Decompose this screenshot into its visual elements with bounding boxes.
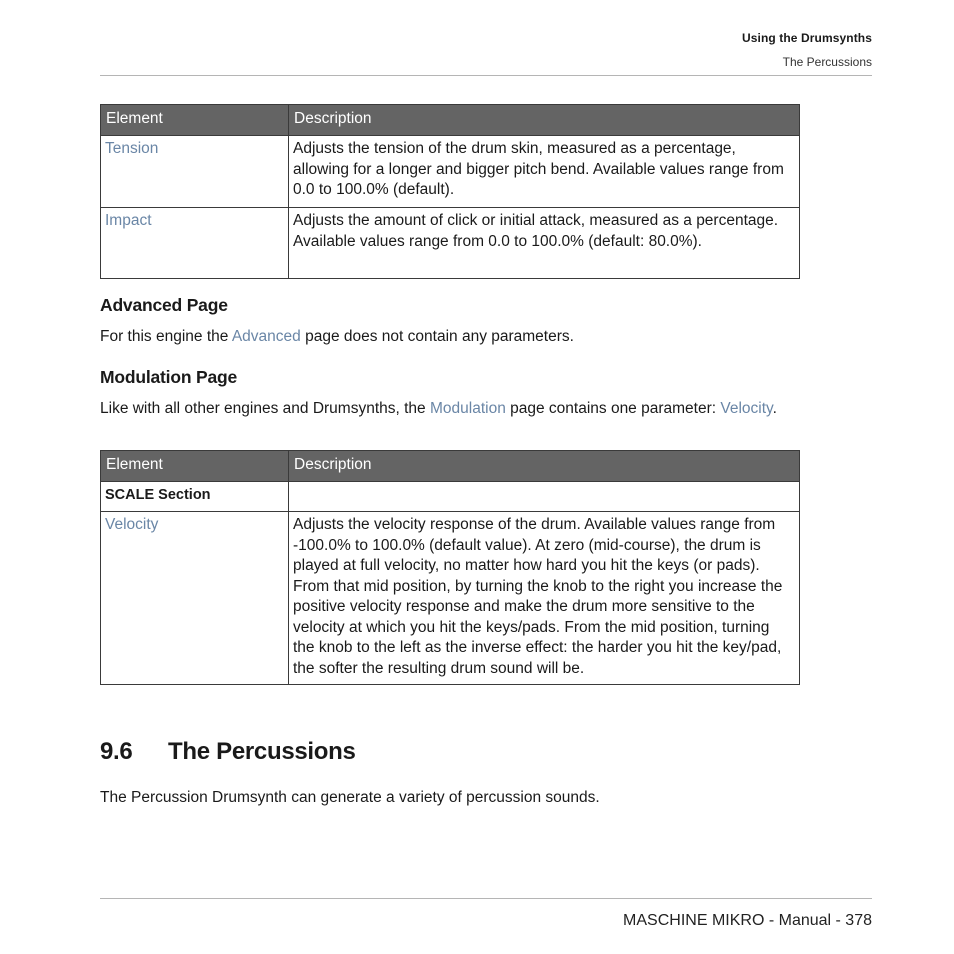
empty-cell bbox=[289, 482, 800, 512]
table-header-row bbox=[101, 105, 800, 136]
text-span: Like with all other engines and Drumsynths, the bbox=[100, 400, 430, 417]
text-span: For this engine the bbox=[100, 328, 232, 345]
element-link-velocity[interactable]: Velocity bbox=[105, 516, 159, 533]
footer-divider bbox=[100, 898, 872, 899]
column-header-element: Element bbox=[101, 451, 289, 482]
element-cell bbox=[101, 208, 289, 279]
column-header-element: Element bbox=[101, 105, 289, 136]
running-header-chapter: Using the Drumsynths bbox=[741, 31, 872, 45]
modulation-link[interactable]: Modulation bbox=[429, 400, 506, 417]
advanced-page-heading: Advanced Page bbox=[100, 295, 228, 315]
description-cell: Adjusts the tension of the drum skin, measured as a percentage, allowing for a longer and bigger pitch bend. Available values range from 0.0 to 100.0% (default). bbox=[289, 136, 800, 208]
element-cell bbox=[101, 136, 289, 208]
column-header-description: Description bbox=[289, 105, 800, 136]
table-header-row bbox=[101, 451, 800, 482]
section-row bbox=[101, 482, 800, 512]
page-footer: MASCHINE MIKRO - Manual - 378 bbox=[623, 912, 872, 929]
description-cell: Adjusts the amount of click or initial attack, measured as a percentage. Available values range from 0.0 to 100.0% (default: 80.0%). bbox=[289, 208, 800, 279]
text-span: page does not contain any parameters. bbox=[300, 328, 574, 345]
modulation-page-paragraph bbox=[100, 399, 800, 420]
column-header-description: Description bbox=[289, 451, 800, 482]
element-cell bbox=[101, 512, 289, 685]
velocity-link[interactable]: Velocity bbox=[720, 400, 773, 417]
modulation-page-heading: Modulation Page bbox=[100, 367, 238, 387]
advanced-link[interactable]: Advanced bbox=[231, 328, 301, 345]
table-row bbox=[101, 512, 800, 685]
parameters-table-1 bbox=[100, 104, 800, 279]
header-divider bbox=[100, 75, 872, 76]
table-row bbox=[101, 208, 800, 279]
section-label-cell: SCALE Section bbox=[101, 482, 289, 512]
section-intro-paragraph: The Percussion Drumsynth can generate a variety of percussion sounds. bbox=[100, 789, 600, 806]
text-span: page contains one parameter: bbox=[505, 400, 721, 417]
section-heading bbox=[100, 738, 356, 766]
element-link-tension[interactable]: Tension bbox=[105, 140, 159, 157]
text-span: . bbox=[772, 400, 777, 417]
section-title: The Percussions bbox=[168, 738, 356, 765]
description-cell: Adjusts the velocity response of the drum. Available values range from -100.0% to 100.0% (default value). At zero (mid-course), the drum is played at full velocity, no matter how hard you hit the keys (or pads). From that mid position, by turning the knob to the right you increase the positive velocity response and make the drum more sensitive to the velocity at which you hit the keys/pads. From the mid position, turning the knob to the left as the inverse effect: the harder you hit the key/pad, the softer the resulting drum sound will be. bbox=[289, 512, 800, 685]
element-link-impact[interactable]: Impact bbox=[105, 212, 152, 229]
running-header-section: The Percussions bbox=[782, 55, 872, 69]
advanced-page-paragraph bbox=[100, 327, 800, 348]
parameters-table-2 bbox=[100, 450, 800, 685]
table-row bbox=[101, 136, 800, 208]
section-number: 9.6 bbox=[100, 738, 133, 765]
